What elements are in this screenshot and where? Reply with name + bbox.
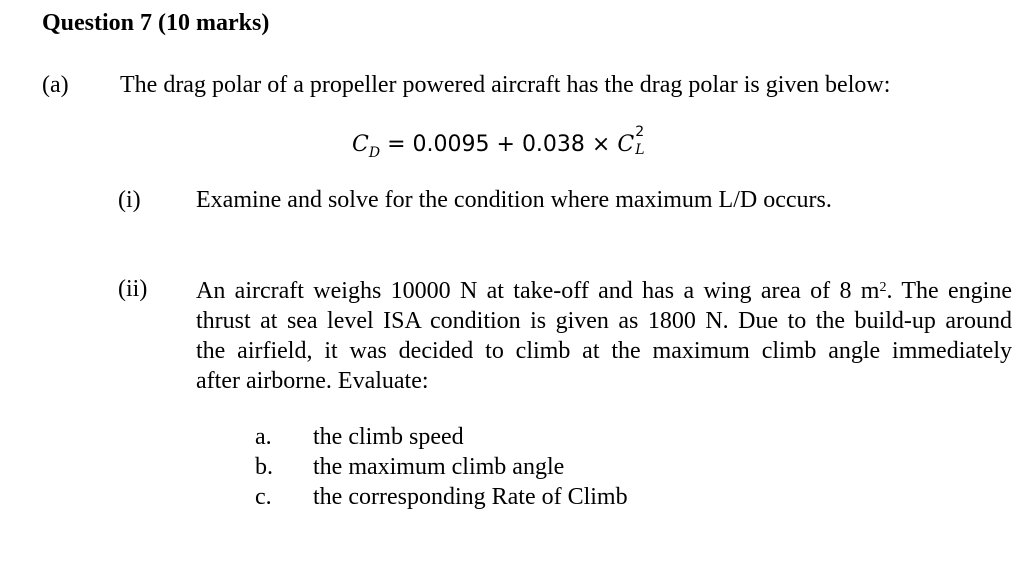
item-a-text: the climb speed xyxy=(313,424,464,450)
eq-operator: = xyxy=(387,132,406,157)
sub-i-label: (i) xyxy=(118,187,141,213)
eq-plus: + xyxy=(496,132,515,157)
eq-lhs-symbol: C xyxy=(352,132,369,157)
sub-ii-line-2: thrust at sea level ISA condition is given as 1800 N. Due to the build-up around xyxy=(196,308,1012,334)
eq-constant: 0.0095 xyxy=(412,132,490,157)
sub-ii-line-1-b: . The engine xyxy=(886,278,1012,304)
item-c-text: the corresponding Rate of Climb xyxy=(313,484,628,510)
question-title: Question 7 (10 marks) xyxy=(42,10,270,36)
item-b-text: the maximum climb angle xyxy=(313,454,565,480)
sub-ii-line-1-sup: 2 xyxy=(879,280,887,295)
eq-lhs-subscript: D xyxy=(368,145,381,161)
sub-i-text: Examine and solve for the condition where maximum L/D occurs. xyxy=(196,187,832,213)
eq-coefficient: 0.038 xyxy=(521,132,585,157)
eq-rhs-scripts xyxy=(634,124,648,158)
sub-ii-paragraph xyxy=(196,276,1012,396)
drag-polar-equation xyxy=(352,124,648,161)
sub-ii-line-1-a: An aircraft weighs 10000 N at take-off and has a wing area of 8 m xyxy=(196,278,880,304)
part-a-label: (a) xyxy=(42,72,69,98)
sub-ii-line-3: the airfield, it was decided to climb at the maximum climb angle immediately xyxy=(196,338,1012,364)
eq-times: × xyxy=(591,132,611,157)
sub-ii-line-1 xyxy=(196,276,1012,306)
sub-ii-line-4: after airborne. Evaluate: xyxy=(196,368,429,394)
eq-rhs-subscript: L xyxy=(635,142,645,158)
item-a-label: a. xyxy=(255,424,272,450)
item-c-label: c. xyxy=(255,484,272,510)
sub-ii-label: (ii) xyxy=(118,276,148,302)
part-a-text: The drag polar of a propeller powered aircraft has the drag polar is given below: xyxy=(120,72,891,98)
item-b-label: b. xyxy=(255,454,273,480)
eq-rhs-superscript: 2 xyxy=(635,124,645,140)
eq-rhs-symbol: C xyxy=(617,132,635,157)
